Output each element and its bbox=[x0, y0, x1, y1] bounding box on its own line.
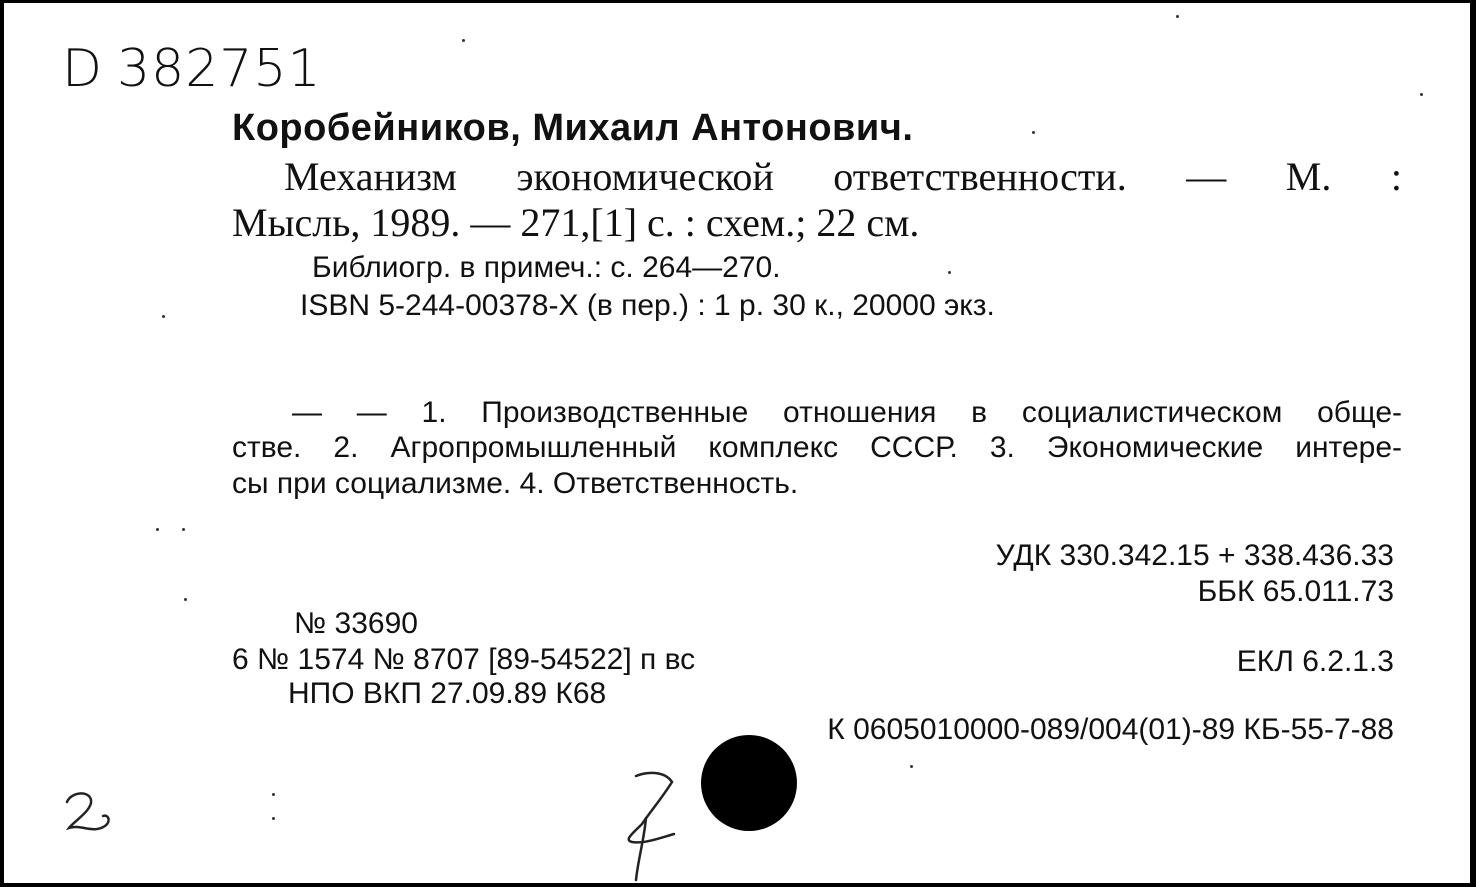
record-number: № 33690 bbox=[294, 607, 418, 640]
udk-code: УДК 330.342.15 + 338.436.33 bbox=[995, 539, 1394, 572]
title-line-1: Механизм экономической ответственности. — М. : bbox=[284, 154, 1402, 199]
handwritten-2-mark bbox=[59, 788, 119, 838]
call-number bbox=[62, 39, 322, 99]
print-info-line-2: НПО ВКП 27.09.89 К68 bbox=[288, 677, 607, 710]
speck bbox=[1420, 93, 1423, 96]
speck bbox=[162, 315, 165, 318]
bibliography-note: Библиогр. в примеч.: с. 264—270. bbox=[312, 251, 781, 284]
print-info-line-1: 6 № 1574 № 8707 [89-54522] п вс bbox=[232, 643, 696, 676]
bbk-code: ББК 65.011.73 bbox=[1197, 575, 1394, 608]
speck bbox=[1176, 15, 1179, 18]
subjects-line-2: стве. 2. Агропромышленный комплекс СССР. 3. Экономические интере- bbox=[232, 431, 1402, 464]
call-number-digits: 382751 bbox=[117, 39, 322, 99]
speck bbox=[272, 793, 275, 796]
author-heading: Коробейников, Михаил Антонович. bbox=[232, 107, 914, 149]
handwritten-7-mark bbox=[616, 768, 686, 883]
isbn-note: ISBN 5-244-00378-X (в пер.) : 1 р. 30 к., 20000 экз. bbox=[300, 289, 995, 322]
speck bbox=[1032, 131, 1035, 134]
subjects-line-3: сы при социализме. 4. Ответственность. bbox=[232, 467, 799, 500]
speck bbox=[184, 598, 187, 601]
punch-hole bbox=[701, 735, 797, 831]
speck bbox=[948, 271, 951, 274]
speck bbox=[462, 39, 465, 42]
ekl-code: ЕКЛ 6.2.1.3 bbox=[1236, 645, 1394, 678]
speck bbox=[182, 528, 185, 531]
speck bbox=[156, 528, 159, 531]
k-code: К 0605010000-089/004(01)-89 КБ-55-7-88 bbox=[827, 713, 1394, 746]
call-number-letter: D bbox=[62, 39, 104, 99]
subjects-line-1: — — 1. Производственные отношения в социалистическом обще- bbox=[292, 396, 1402, 429]
speck bbox=[272, 817, 275, 820]
title-line-2: Мысль, 1989. — 271,[1] с. : схем.; 22 см. bbox=[232, 200, 920, 245]
speck bbox=[910, 765, 913, 768]
